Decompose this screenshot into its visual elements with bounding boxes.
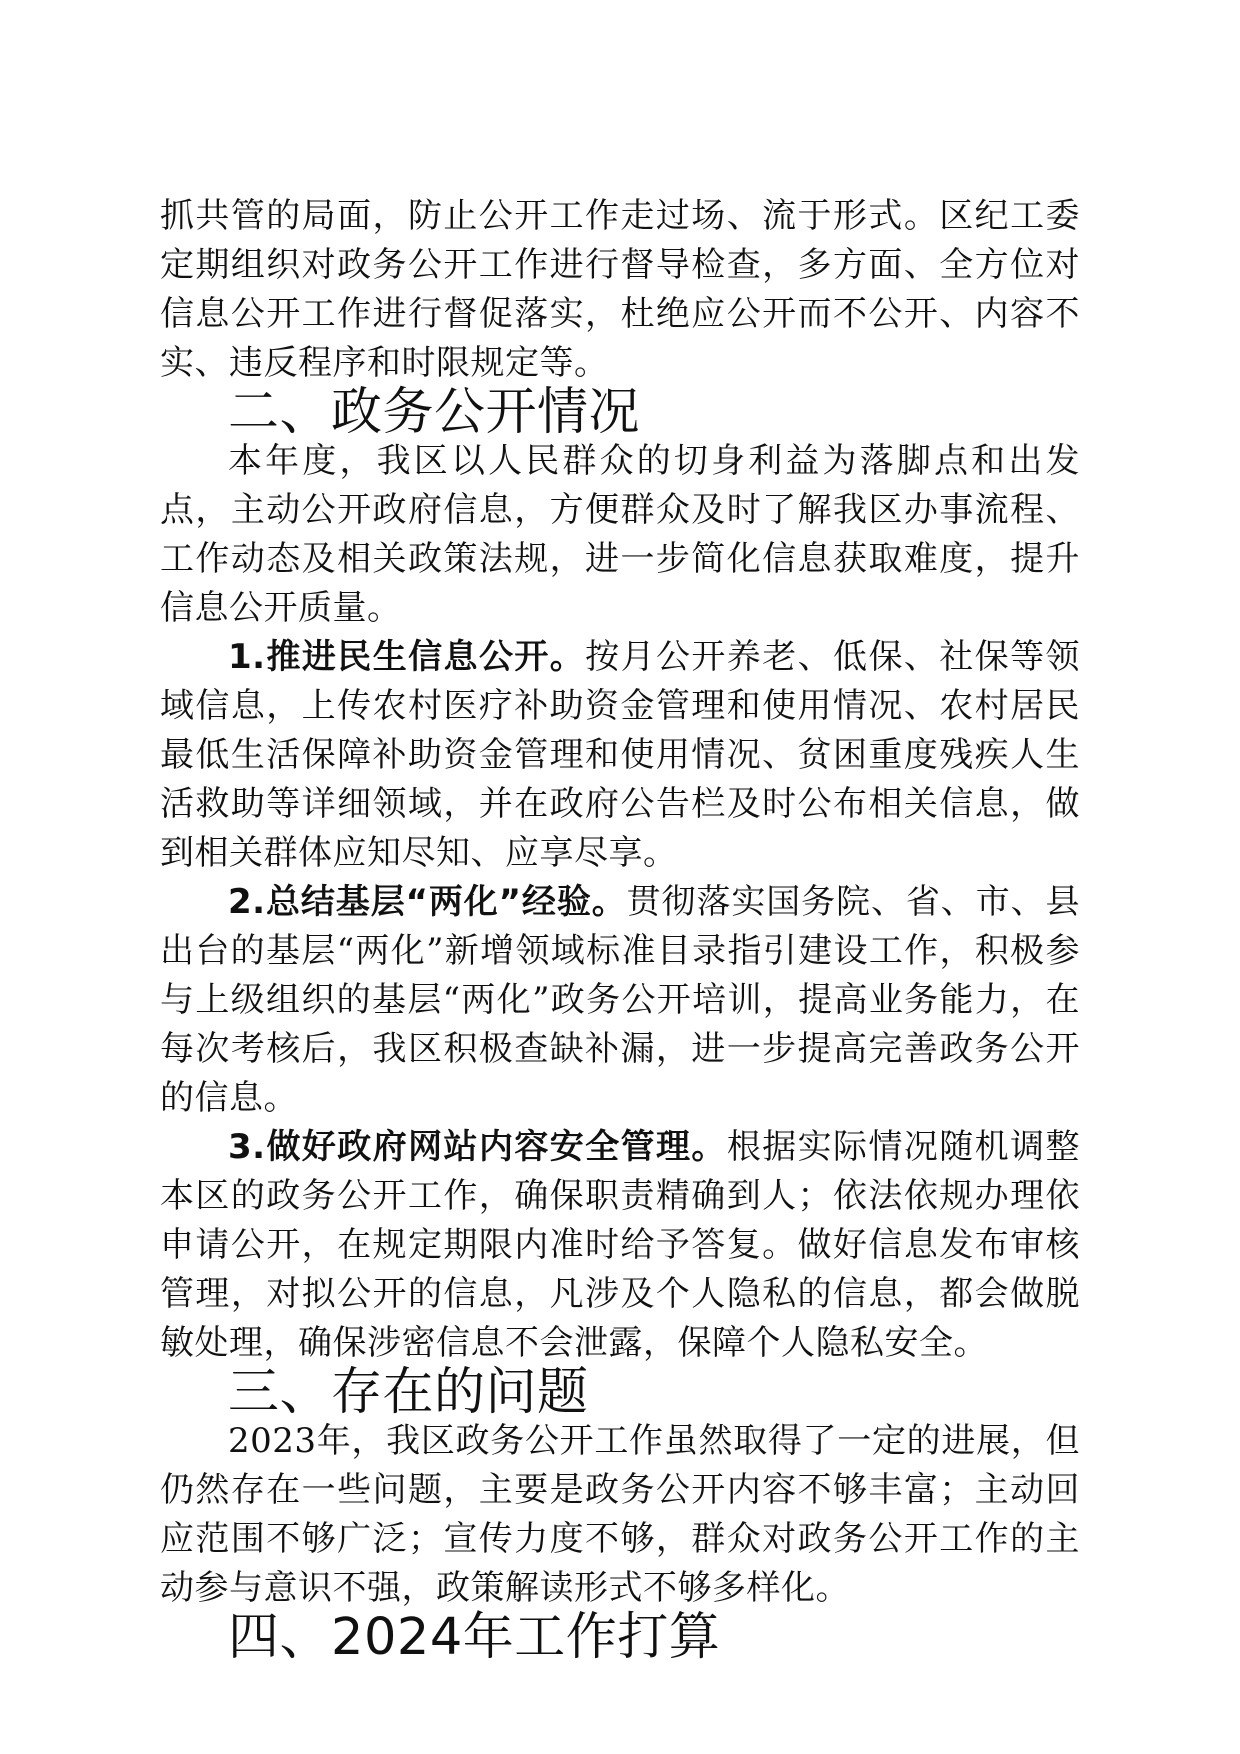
- item-1-paragraph: [160, 633, 1080, 878]
- section-3-paragraph: 2023年，我区政务公开工作虽然取得了一定的进展，但仍然存在一些问题，主要是政务公开内容不够丰富；主动回应范围不够广泛；宣传力度不够，群众对政务公开工作的主动参与意识不强，政策解读形式不够多样化。: [160, 1421, 1080, 1608]
- document-body: [160, 192, 1081, 1667]
- section-heading-4: 四、2024年工作打算: [228, 1608, 721, 1667]
- item-3-lead: 3.做好政府网站内容安全管理。: [228, 1127, 727, 1167]
- intro-paragraph: 抓共管的局面，防止公开工作走过场、流于形式。区纪工委定期组织对政务公开工作进行督导检查，多方面、全方位对信息公开工作进行督促落实，杜绝应公开而不公开、内容不实、违反程序和时限规定等。: [160, 196, 1080, 383]
- item-2-paragraph: [160, 878, 1080, 1123]
- item-2-lead: 2.总结基层“两化”经验。: [228, 882, 627, 922]
- section-heading-2: 二、政务公开情况: [228, 383, 641, 442]
- section-heading-3: 三、存在的问题: [228, 1363, 589, 1422]
- item-1-text: 按月公开养老、低保、社保等领域信息，上传农村医疗补助资金管理和使用情况、农村居民最低生活保障补助资金管理和使用情况、贫困重度残疾人生活救助等详细领域，并在政府公告栏及时公布相关信息，做到相关群体应知尽知、应享尽享。: [160, 637, 1080, 873]
- item-1-lead: 1.推进民生信息公开。: [228, 637, 586, 677]
- item-2-text: 贯彻落实国务院、省、市、县出台的基层“两化”新增领域标准目录指引建设工作，积极参与上级组织的基层“两化”政务公开培训，提高业务能力，在每次考核后，我区积极查缺补漏，进一步提高完善政务公开的信息。: [160, 882, 1081, 1118]
- item-3-text: 根据实际情况随机调整本区的政务公开工作，确保职责精确到人；依法依规办理依申请公开，在规定期限内准时给予答复。做好信息发布审核管理，对拟公开的信息，凡涉及个人隐私的信息，都会做脱敏处理，确保涉密信息不会泄露，保障个人隐私安全。: [160, 1127, 1080, 1363]
- item-3-paragraph: [160, 1123, 1080, 1368]
- section-2-intro-paragraph: 本年度，我区以人民群众的切身利益为落脚点和出发点，主动公开政府信息，方便群众及时了解我区办事流程、工作动态及相关政策法规，进一步简化信息获取难度，提升信息公开质量。: [160, 441, 1080, 628]
